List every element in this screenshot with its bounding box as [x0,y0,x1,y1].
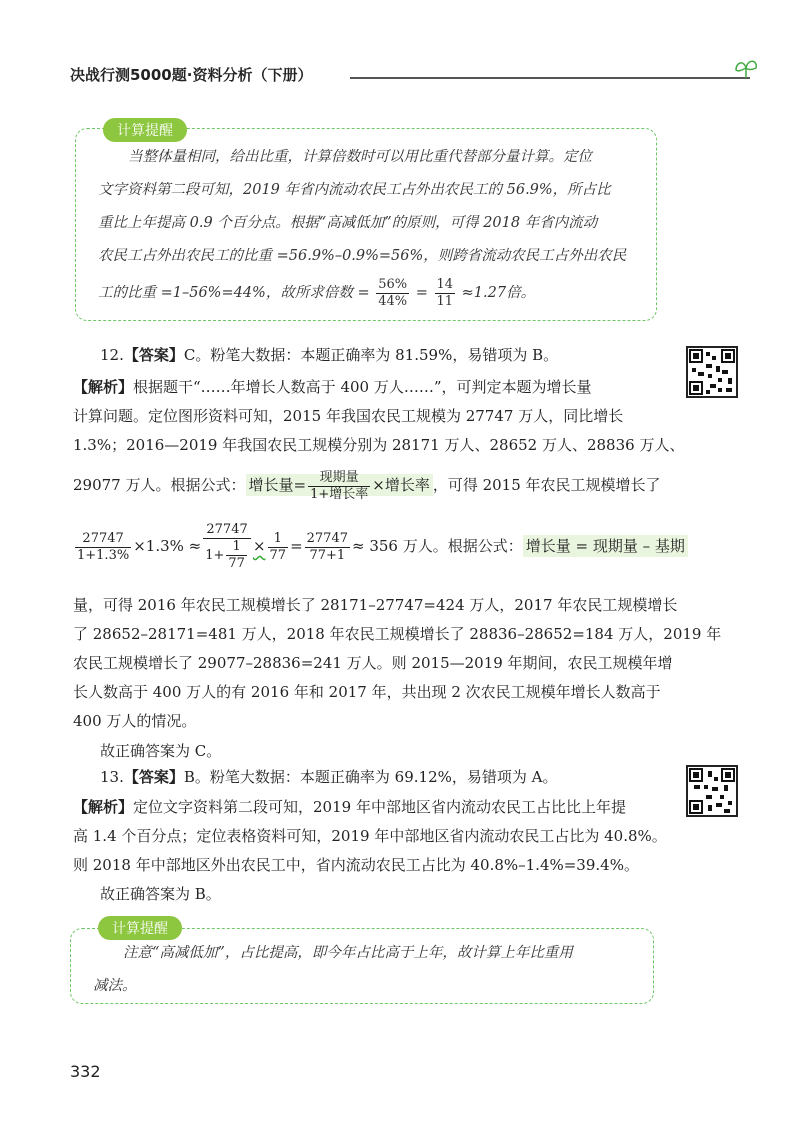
fraction-56-44 [376,277,409,310]
fraction-denominator: 44% [378,293,408,309]
fraction-denominator: 1+1.3% [77,547,130,563]
tip-box-1-text [98,141,648,313]
fraction-numerator: 27747 [306,530,348,546]
q12-number: 12. [100,346,124,364]
q13-number: 13. [100,768,124,786]
page-number: 332 [70,1062,101,1081]
fraction-numerator: 14 [436,276,454,292]
qr-code-2[interactable] [686,765,738,817]
calc-mul-2: × [252,537,266,555]
calc-fraction-3 [268,531,289,564]
fraction-numerator: 现期量 [308,470,370,487]
page-header [70,64,750,94]
tip-box-1 [75,128,657,321]
tip1-last-prefix: 工的比重 =1–56%=44%，故所求倍数 = [98,285,370,301]
q12-line4-prefix: 29077 万人。根据公式： [73,476,246,494]
fraction-14-11 [435,277,456,310]
nested-fraction [226,539,247,572]
fraction-denominator: 77 [228,556,245,571]
fraction-numerator: 56% [378,276,408,292]
formula-rhs: ×增长率 [372,476,430,494]
q12-analysis-line-1 [73,376,592,398]
q13-analysis-line-1 [73,796,626,818]
q12-analysis-line-7: 了 28652–28171=481 万人，2018 年农民工规模增长了 28836–28652=184 万人，2019 年 [73,625,722,643]
q12-analysis-line-2: 计算问题。定位图形资料可知，2015 年我国农民工规模为 27747 万人，同比增长 [73,407,624,425]
q12-answer-line [100,344,558,366]
header-rule [350,77,750,79]
q13-analysis-line-3: 则 2018 年中部地区外出农民工中，省内流动农民工占比为 40.8%–1.4%=39.4%。 [73,856,639,874]
q13-analysis-text-1: 定位文字资料第二段可知，2019 年中部地区省内流动农民工占比比上年提 [133,798,626,816]
tip2-line-1: 注意“高减低加”，占比提高，即今年占比高于上年，故计算上年比重用 [123,945,573,961]
calc-eq: = [290,537,303,555]
sprout-icon [732,56,760,80]
tip2-line-2: 减法。 [93,978,137,994]
qr-code-icon [688,767,736,815]
q13-analysis-tag: 【解析】 [73,798,134,816]
qr-code-1[interactable] [686,346,738,398]
tip1-line-2: 文字资料第二段可知，2019 年省内流动农民工占外出农民工的 56.9%，所占比 [98,182,611,198]
q13-answer-tag: 【答案】 [123,768,184,786]
fraction-denominator: 11 [436,293,454,309]
fraction-denominator: 77 [269,547,287,563]
tip-label-1: 计算提醒 [103,118,187,142]
growth-formula-1 [246,469,433,502]
q12-analysis-line-10: 400 万人的情况。 [73,712,197,730]
equals-sign: = [415,285,428,301]
calc-fraction-4 [305,531,350,564]
q12-answer-text: C。粉笔大数据：本题正确率为 81.59%，易错项为 B。 [183,346,559,364]
tip-box-2-text [93,937,643,1003]
q12-calc-line [73,522,688,572]
q12-analysis-line-8: 农民工规模增长了 29077–28836=241 万人。则 2015—2019 年期间，农民工规模年增 [73,654,673,672]
q12-analysis-text-1: 根据题干“……年增长人数高于 400 万人……”，可判定本题为增长量 [133,378,592,396]
fraction-denominator: 1+增长率 [310,486,369,502]
qr-code-icon [688,348,736,396]
calc-result: ≈ 356 万人。根据公式： [352,537,523,555]
denominator-part: 1+ [205,548,225,563]
q13-answer-text: B。粉笔大数据：本题正确率为 69.12%，易错项为 A。 [183,768,558,786]
fraction-numerator: 1 [268,531,289,548]
formula-fraction [308,470,370,503]
calc-fraction-1 [75,531,131,564]
q13-answer-line [100,766,557,788]
growth-formula-2: 增长量 = 现期量 – 基期 [523,535,688,557]
q12-analysis-line-4 [73,465,661,505]
fraction-numerator: 27747 [75,531,131,548]
tip1-result: ≈1.27倍。 [461,285,536,301]
fraction-numerator: 1 [226,539,247,556]
formula-lhs: 增长量= [248,476,307,494]
tip1-line-5 [98,273,648,313]
fraction-denominator [203,539,251,572]
q13-conclusion: 故正确答案为 B。 [100,885,221,903]
q12-analysis-line-6: 量，可得 2016 年农民工规模增长了 28171–27747=424 万人，2017 年农民工规模增长 [73,596,678,614]
tip1-line-1: 当整体量相同，给出比重，计算倍数时可以用比重代替部分量计算。定位 [128,149,592,165]
q12-analysis-tag: 【解析】 [73,378,134,396]
fraction-numerator: 27747 [203,522,251,539]
fraction-denominator: 77+1 [309,547,346,563]
calc-fraction-2 [203,522,251,572]
q13-analysis-line-2: 高 1.4 个百分点；定位表格资料可知，2019 年中部地区省内流动农民工占比为 40.8%。 [73,827,667,845]
q12-conclusion: 故正确答案为 C。 [100,742,222,760]
q12-answer-tag: 【答案】 [123,346,184,364]
tip-label-2: 计算提醒 [98,916,182,940]
calc-mul-1: ×1.3% ≈ [133,537,202,555]
tip1-line-4: 农民工占外出农民工的比重 =56.9%–0.9%=56%，则跨省流动农民工占外出农民 [98,248,627,264]
q12-analysis-line-3: 1.3%；2016—2019 年我国农民工规模分别为 28171 万人、28652 万人、28836 万人、 [73,436,685,454]
calc-wavy-segment [201,522,290,572]
q12-line4-suffix: ，可得 2015 年农民工规模增长了 [432,476,661,494]
q12-analysis-line-9: 长人数高于 400 万人的有 2016 年和 2017 年，共出现 2 次农民工规模年增长人数高于 [73,683,661,701]
book-title: 决战行测5000题·资料分析（下册） [70,66,313,84]
tip1-line-3: 重比上年提高 0.9 个百分点。根据“高减低加”的原则，可得 2018 年省内流动 [98,215,598,231]
